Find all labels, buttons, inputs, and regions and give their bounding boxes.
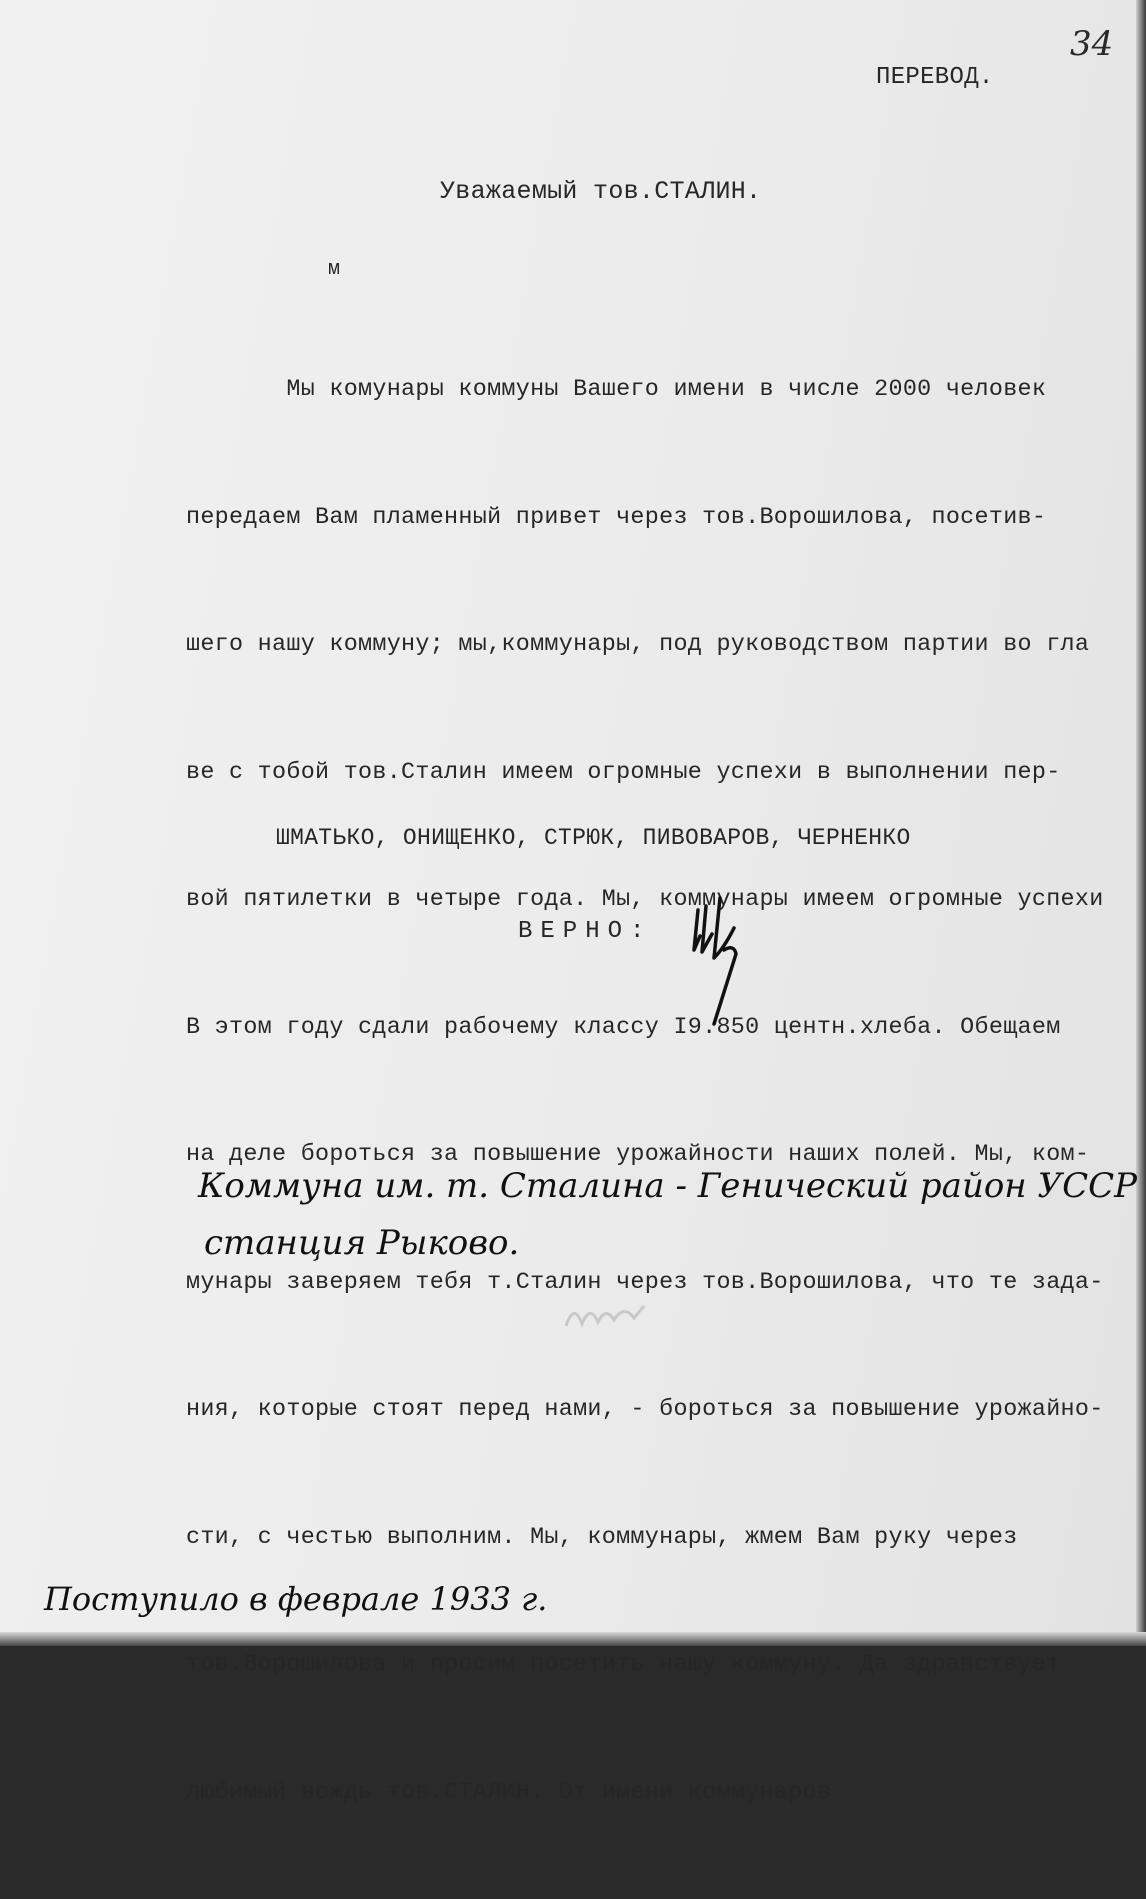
body-line: на деле бороться за повышение урожайности наших полей. Мы, ком- — [186, 1142, 1090, 1168]
page-edge-shadow — [1136, 0, 1146, 1646]
handwritten-note-line: Коммуна им. т. Сталина - Генический район УССР — [198, 1166, 1137, 1206]
signers-list: ШМАТЬКО, ОНИЩЕНКО, СТРЮК, ПИВОВАРОВ, ЧЕРНЕНКО — [276, 825, 911, 851]
body-line: сти, с честью выполним. Мы, коммунары, жмем Вам руку через — [186, 1524, 1018, 1551]
handwritten-note-line: станция Рыково. — [204, 1223, 520, 1263]
insertion-mark: м — [328, 258, 341, 281]
body-line: В этом году сдали рабочему классу I9.850 центн.хлеба. Обещаем — [186, 1014, 1061, 1041]
body-line: ве с тобой тов.Сталин имеем огромные успехи в выполнении пер- — [186, 759, 1061, 786]
letter-body — [186, 284, 1104, 1899]
body-line: ния, которые стоят перед нами, - бороться за повышение урожайно- — [186, 1397, 1104, 1423]
body-line: мунары заверяем тебя т.Сталин через тов.Ворошилова, что те зада- — [186, 1269, 1104, 1296]
page-number: 34 — [1070, 24, 1114, 64]
faint-stamp-mark — [560, 1296, 650, 1336]
document-type-heading: ПЕРЕВОД. — [876, 64, 994, 91]
body-line: шего нашу коммуну; мы,коммунары, под руководством партии во гла — [186, 632, 1090, 658]
salutation: Уважаемый тов.СТАЛИН. — [440, 177, 762, 206]
received-date-note: Поступило в феврале 1933 г. — [44, 1580, 548, 1618]
handwritten-signature — [690, 888, 750, 1028]
body-line: вой пятилетки в четыре года. Мы, коммунары имеем огромные успехи — [186, 887, 1104, 913]
body-line: любимый вождь тов.СТАЛИН. От имени коммунаров — [186, 1779, 832, 1806]
verified-label: ВЕРНО: — [518, 918, 653, 945]
body-line: передаем Вам пламенный привет через тов.Ворошилова, посетив- — [186, 504, 1047, 531]
body-line: тов.Ворошилова и просим посетить нашу коммуну. Да здравствует — [186, 1652, 1061, 1678]
body-line: Мы комунары коммуны Вашего имени в числе 2000 человек — [186, 377, 1047, 403]
